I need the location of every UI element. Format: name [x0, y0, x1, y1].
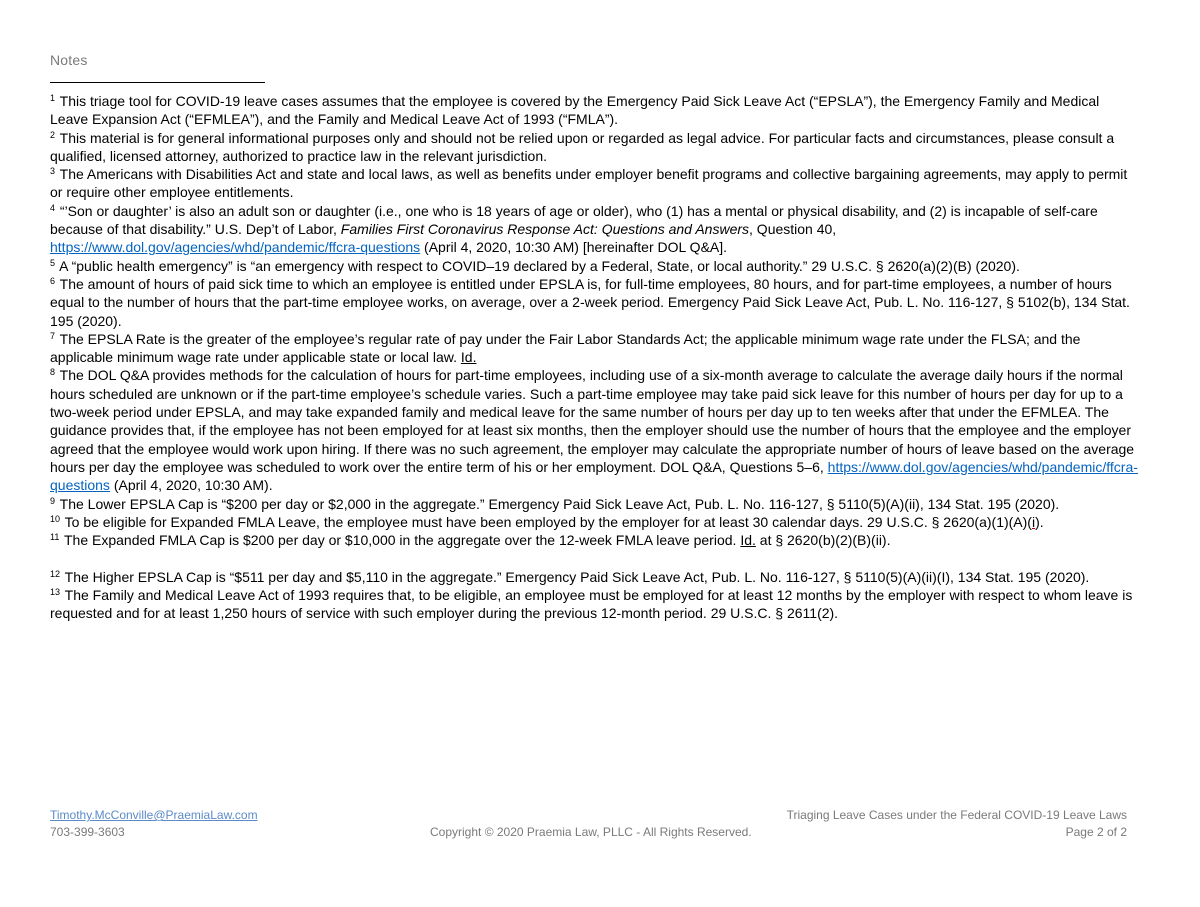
footer-phone: 703-399-3603: [50, 825, 125, 839]
endnote-6: [50, 275, 1140, 330]
endnote-text: The EPSLA Rate is the greater of the employee’s regular rate of pay under the Fair Labor Standards Act; the applicable minimum wage rate under the FLSA; and the applicable minimum wage rate under applicable state or local law.: [50, 330, 1081, 366]
endnote-13: [50, 586, 1140, 623]
endnote-text: ).: [1035, 513, 1044, 530]
endnote-text: The Higher EPSLA Cap is “$511 per day and $5,110 in the aggregate.” Emergency Paid Sick Leave Act, Pub. L. No. 116-127, § 5110(5)(A)(ii)(I), 134 Stat. 195 (2020).: [64, 568, 1090, 585]
endnote-number: 3: [50, 166, 56, 177]
endnote-text: , Question 40,: [749, 221, 837, 238]
endnote-text: The DOL Q&A provides methods for the calculation of hours for part-time employees, including use of a six-month average to calculate the average daily hours if the normal hours scheduled are unknown or if the part-time employee’s schedule varies. Such a part-time employee may take paid sick leave for this number of hours per day for up to a two-week period under EPSLA, and may take expanded family and medical leave for the same number of hours per day up to ten weeks after that under the EFMLEA. The guidance provides that, if the employee has not been employed for at least six months, then the employer should use the number of hours that the employee and the employer agreed that the employee would work upon hiring. If there was no such agreement, the employer may calculate the appropriate number of hours of leave based on the average hours per day the employee was scheduled to work over the entire term of his or her employment. DOL Q&A, Questions 5–6,: [50, 367, 1135, 475]
endnote-1: [50, 92, 1140, 129]
endnote-8: [50, 366, 1140, 494]
endnote-number: 11: [50, 532, 60, 543]
endnote-number: 6: [50, 275, 56, 286]
endnote-4: [50, 202, 1140, 257]
endnote-text: To be eligible for Expanded FMLA Leave, the employee must have been employed by the employer for at least 30 calendar days. 29 U.S.C. § 2620(a)(1)(A)(: [64, 513, 1032, 530]
endnote-text: The Family and Medical Leave Act of 1993 requires that, to be eligible, an employee must be employed for at least 12 months by the employer with respect to whom leave is requested and for at least 1,250 hours of service with such employer during the previous 12-month period. 29 U.S.C. § 2611(2).: [50, 587, 1133, 622]
footer-copyright: Copyright © 2020 Praemia Law, PLLC - All Rights Reserved.: [430, 825, 752, 839]
footer-email-link[interactable]: Timothy.McConville@PraemiaLaw.com: [50, 808, 258, 822]
id-citation: Id.: [740, 532, 756, 549]
endnote-number: 8: [50, 367, 56, 378]
blank-line: [50, 549, 1140, 567]
page-title: Notes: [50, 52, 88, 68]
endnote-12: [50, 568, 1140, 586]
endnote-9: [50, 495, 1140, 513]
dol-ffcra-link[interactable]: https://www.dol.gov/agencies/whd/pandemic/ffcra-questions: [50, 239, 421, 256]
endnote-text: The Expanded FMLA Cap is $200 per day or $10,000 in the aggregate over the 12-week FMLA leave period.: [63, 532, 741, 549]
endnote-number: 7: [50, 330, 56, 341]
endnote-text: This triage tool for COVID-19 leave cases assumes that the employee is covered by the Emergency Paid Sick Leave Act (“EPSLA”), the Emergency Family and Medical Leave Expansion Act (“EFMLEA”), and the Family and Medical Leave Act of 1993 (“FMLA”).: [50, 93, 1100, 128]
endnote-text: The amount of hours of paid sick time to which an employee is entitled under EPSLA is, for full-time employees, 80 hours, and for part-time employees, a number of hours equal to the number of hours that the part-time employee works, on average, over a 2-week period. Emergency Paid Sick Leave Act, Pub. L. No. 116-127, § 5102(b), 134 Stat. 195 (2020).: [50, 275, 1130, 329]
divider: [50, 82, 265, 83]
endnote-number: 2: [50, 129, 56, 140]
endnotes: [50, 92, 1140, 623]
endnote-5: [50, 257, 1140, 275]
endnote-number: 5: [50, 257, 56, 268]
endnote-number: 9: [50, 495, 56, 506]
spellcheck-marked-text: i: [1031, 513, 1036, 530]
endnote-3: [50, 165, 1140, 202]
footer-page-number: Page 2 of 2: [1065, 825, 1127, 839]
endnote-text: A “public health emergency” is “an emergency with respect to COVID–19 declared by a Federal, State, or local authority.” 29 U.S.C. § 2620(a)(2)(B) (2020).: [59, 257, 1020, 274]
endnote-text: at § 2620(b)(2)(B)(ii).: [755, 532, 891, 549]
endnote-text: (April 4, 2020, 10:30 AM) [hereinafter DOL Q&A].: [420, 239, 728, 256]
endnote-2: [50, 129, 1140, 166]
footer-document-title: Triaging Leave Cases under the Federal COVID-19 Leave Laws: [786, 808, 1127, 822]
endnote-text: “’Son or daughter’ is also an adult son or daughter (i.e., one who is 18 years of age or older), who (1) has a mental or physical disability, and (2) is incapable of self-care because of that disability.” U.S. Dep’t of Labor,: [50, 202, 1098, 238]
endnote-11: [50, 531, 1140, 549]
dol-ffcra-link[interactable]: https://www.dol.gov/agencies/whd/pandemic/ffcra-questions: [50, 458, 1138, 494]
endnote-text: (April 4, 2020, 10:30 AM).: [109, 477, 273, 494]
endnote-number: 4: [50, 202, 56, 213]
endnote-7: [50, 330, 1140, 367]
endnote-text: The Lower EPSLA Cap is “$200 per day or $2,000 in the aggregate.” Emergency Paid Sick Leave Act, Pub. L. No. 116-127, § 5110(5)(A)(ii), 134 Stat. 195 (2020).: [59, 495, 1060, 512]
endnote-text: The Americans with Disabilities Act and state and local laws, as well as benefits under employer benefit programs and collective bargaining agreements, may apply to permit or require other employee entitlements.: [50, 166, 1128, 201]
endnote-number: 10: [50, 513, 61, 524]
endnote-number: 13: [50, 587, 61, 598]
endnote-text: This material is for general informational purposes only and should not be relied upon or regarded as legal advice. For particular facts and circumstances, please consult a qualified, licensed attorney, authorized to practice law in the relevant jurisdiction.: [50, 129, 1115, 164]
endnote-number: 12: [50, 568, 61, 579]
endnote-number: 1: [50, 93, 56, 103]
endnote-10: [50, 513, 1140, 531]
endnote-citation-title: Families First Coronavirus Response Act: Questions and Answers: [340, 221, 750, 238]
id-citation: Id.: [460, 349, 477, 366]
